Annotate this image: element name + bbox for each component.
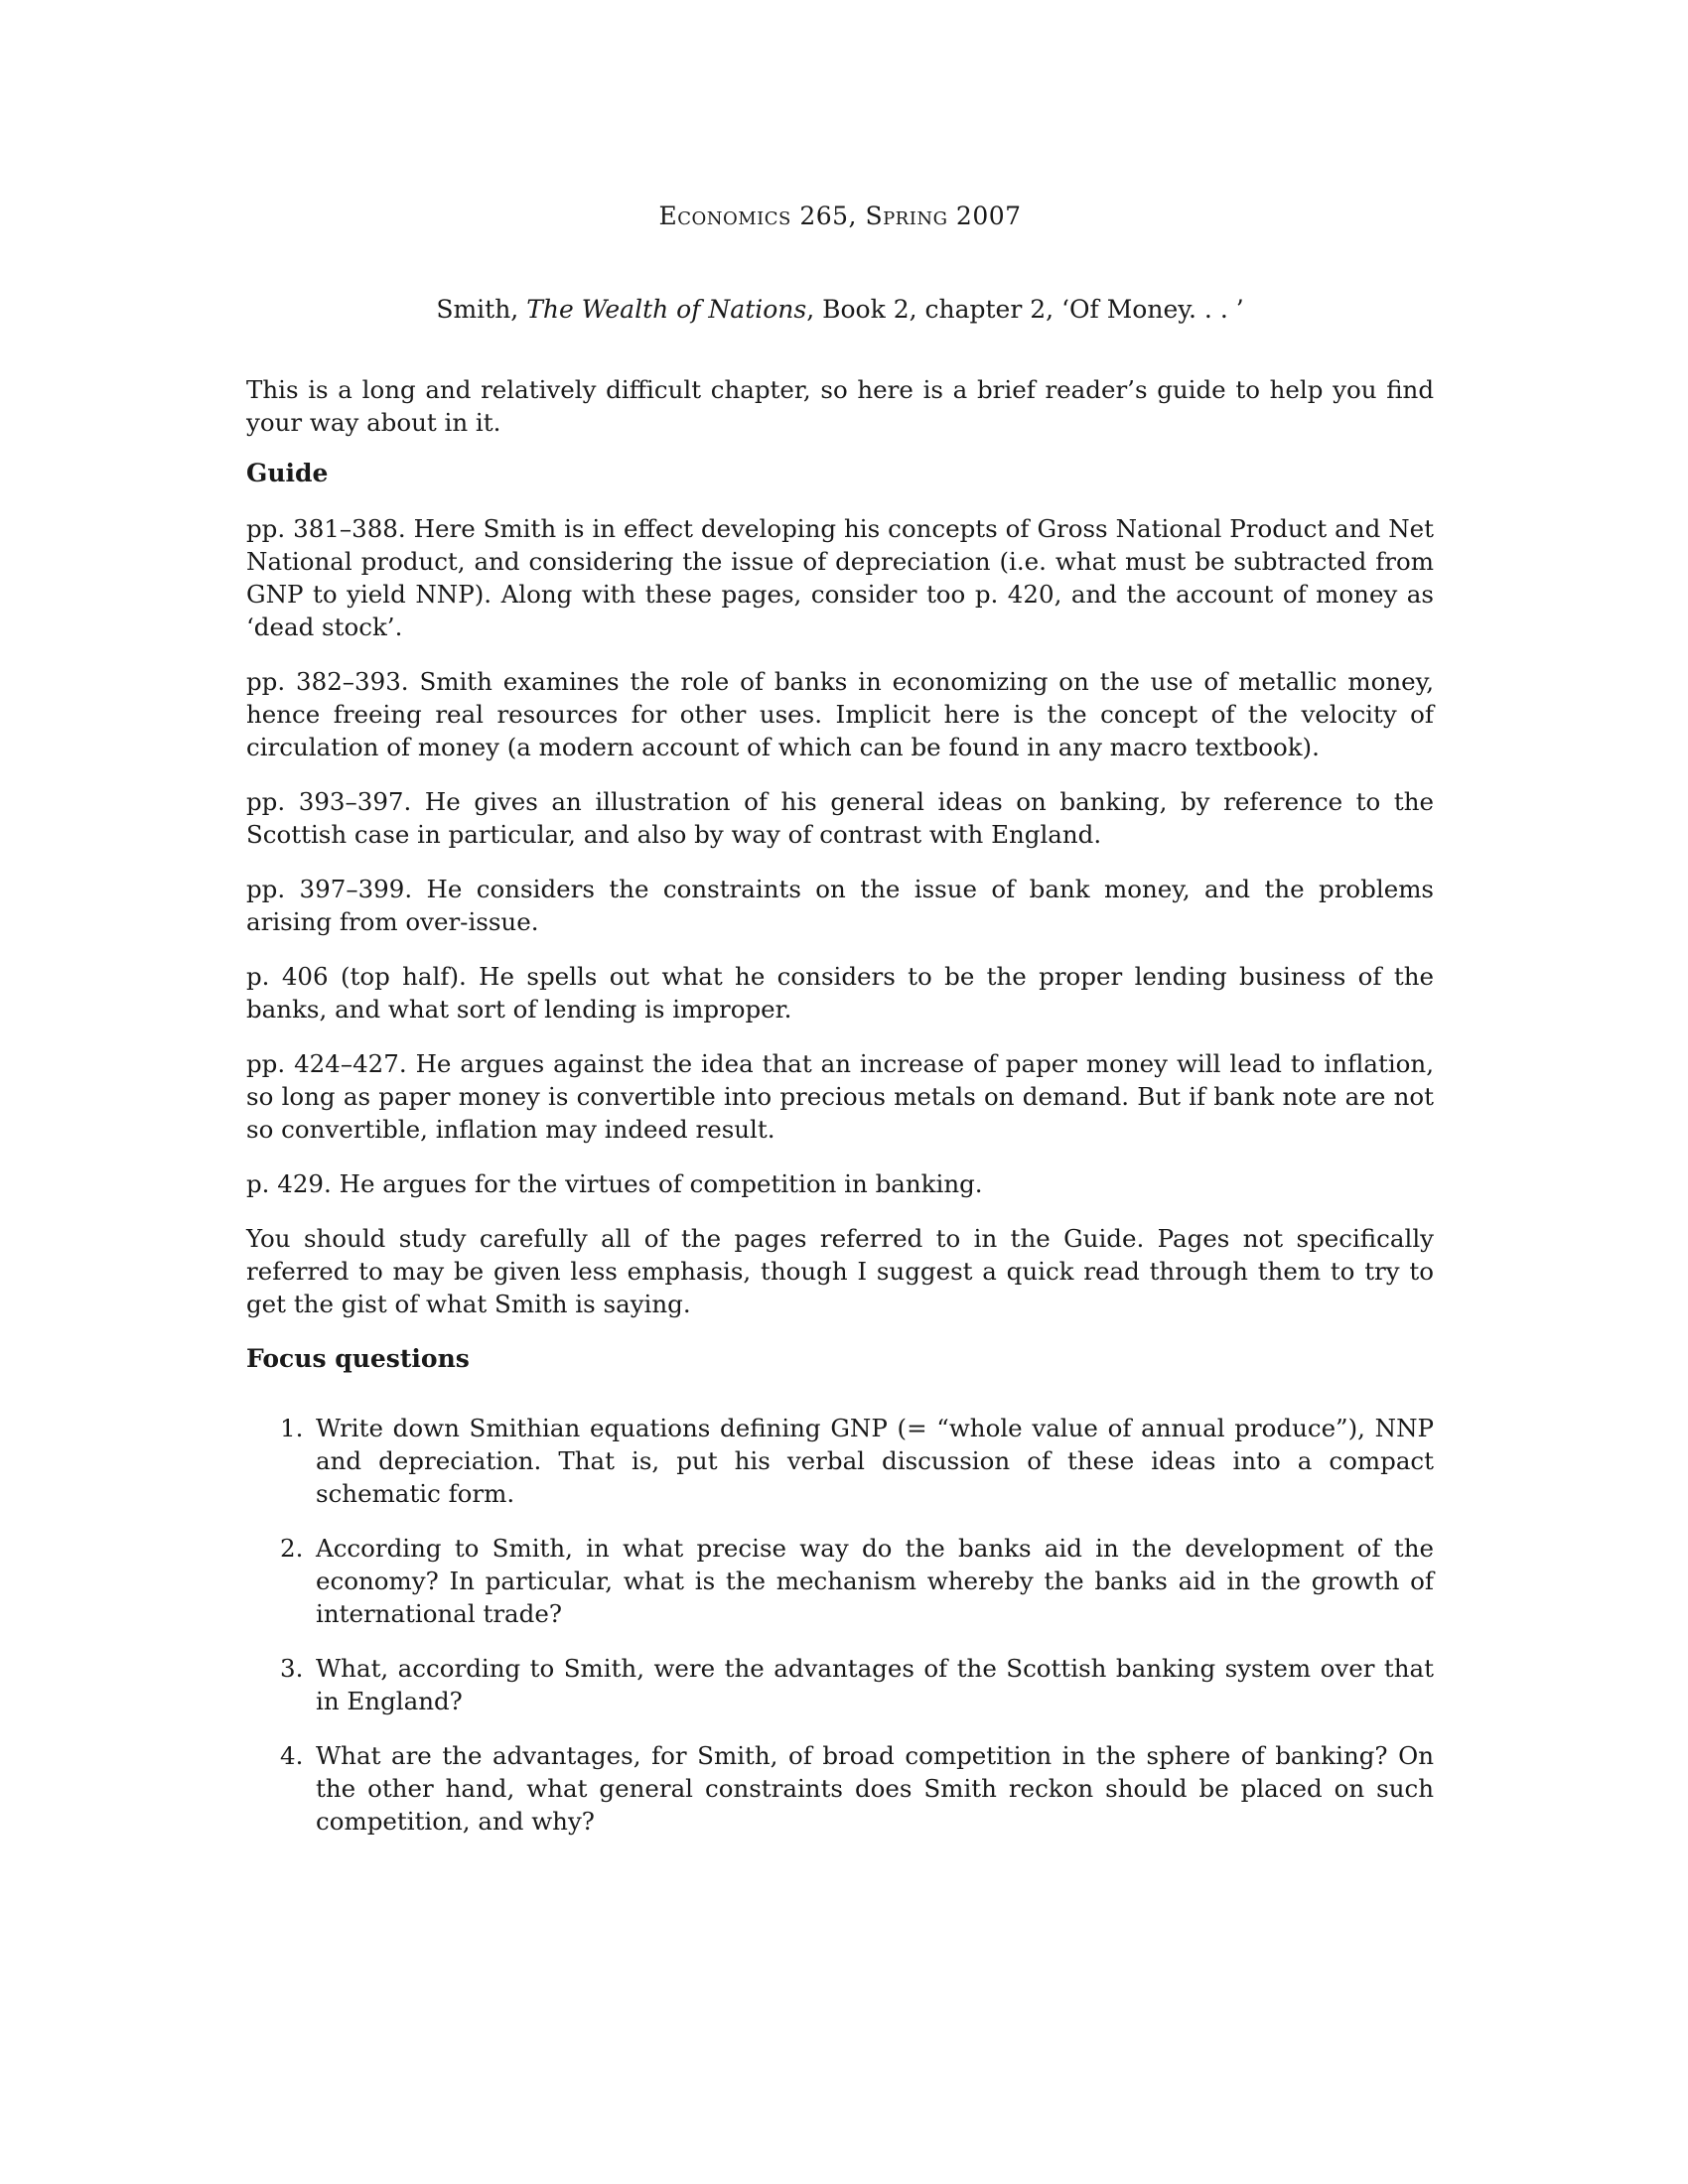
- guide-entry: p. 406 (top half). He spells out what he considers to be the proper lending business of the banks, and what sort of lending is improper.: [246, 962, 1434, 1024]
- question-number: 4.: [280, 1741, 304, 1770]
- question-item: [246, 1412, 1434, 1510]
- guide-entry: pp. 397–399. He considers the constraints on the issue of bank money, and the problems arising from over-issue.: [246, 875, 1434, 936]
- question-text: What are the advantages, for Smith, of broad competition in the sphere of banking? On the other hand, what general constraints does Smith reckon should be placed on such competition, and why?: [316, 1741, 1434, 1836]
- guide-entry: pp. 424–427. He argues against the idea that an increase of paper money will lead to inflation, so long as paper money is convertible into precious metals on demand. But if bank note are not so convertible, inflation may indeed result.: [246, 1049, 1434, 1144]
- question-text: Write down Smithian equations defining GNP (= “whole value of annual produce”), NNP and depreciation. That is, put his verbal discussion of these ideas into a compact schematic form.: [316, 1414, 1434, 1508]
- question-item: [246, 1532, 1434, 1630]
- question-item: [246, 1739, 1434, 1838]
- guide-entry: pp. 393–397. He gives an illustration of his general ideas on banking, by reference to the Scottish case in particular, and also by way of contrast with England.: [246, 787, 1434, 849]
- question-number: 1.: [280, 1414, 304, 1442]
- question-item: [246, 1652, 1434, 1717]
- question-number: 3.: [280, 1654, 304, 1683]
- book-title: The Wealth of Nations: [526, 295, 807, 324]
- focus-questions-heading: Focus questions: [246, 1344, 470, 1373]
- course-title: Economics 265, Spring 2007: [658, 202, 1022, 230]
- guide-entry: pp. 381–388. Here Smith is in effect developing his concepts of Gross National Product and Net National product, and considering the issue of depreciation (i.e. what must be subtracted from GNP to yield NNP). Along with these pages, consider too p. 420, and the account of money as ‘dead stock’.: [246, 514, 1434, 641]
- reading-title: [246, 288, 1434, 332]
- closing-paragraph: You should study carefully all of the pages referred to in the Guide. Pages not specifically referred to may be given less emphasis, though I suggest a quick read through them to try to get the gist of what Smith is saying.: [246, 1224, 1434, 1318]
- focus-questions-list: [246, 1412, 1434, 1838]
- reading-prefix: Smith,: [436, 295, 527, 324]
- intro-paragraph: This is a long and relatively difficult chapter, so here is a brief reader’s guide to help you find your way about in it.: [246, 375, 1434, 437]
- question-text: According to Smith, in what precise way do the banks aid in the development of the economy? In particular, what is the mechanism whereby the banks aid in the growth of international trade?: [316, 1534, 1434, 1628]
- guide-entry: p. 429. He argues for the virtues of competition in banking.: [246, 1169, 983, 1198]
- question-text: What, according to Smith, were the advantages of the Scottish banking system over that in England?: [316, 1654, 1434, 1715]
- guide-heading: Guide: [246, 459, 329, 487]
- guide-entry: pp. 382–393. Smith examines the role of banks in economizing on the use of metallic money, hence freeing real resources for other uses. Implicit here is the concept of the velocity of circulation of money (a modern account of which can be found in any macro textbook).: [246, 667, 1434, 761]
- reading-suffix: , Book 2, chapter 2, ‘Of Money. . . ’: [806, 295, 1244, 324]
- question-number: 2.: [280, 1534, 304, 1563]
- page-content: [246, 195, 1434, 1859]
